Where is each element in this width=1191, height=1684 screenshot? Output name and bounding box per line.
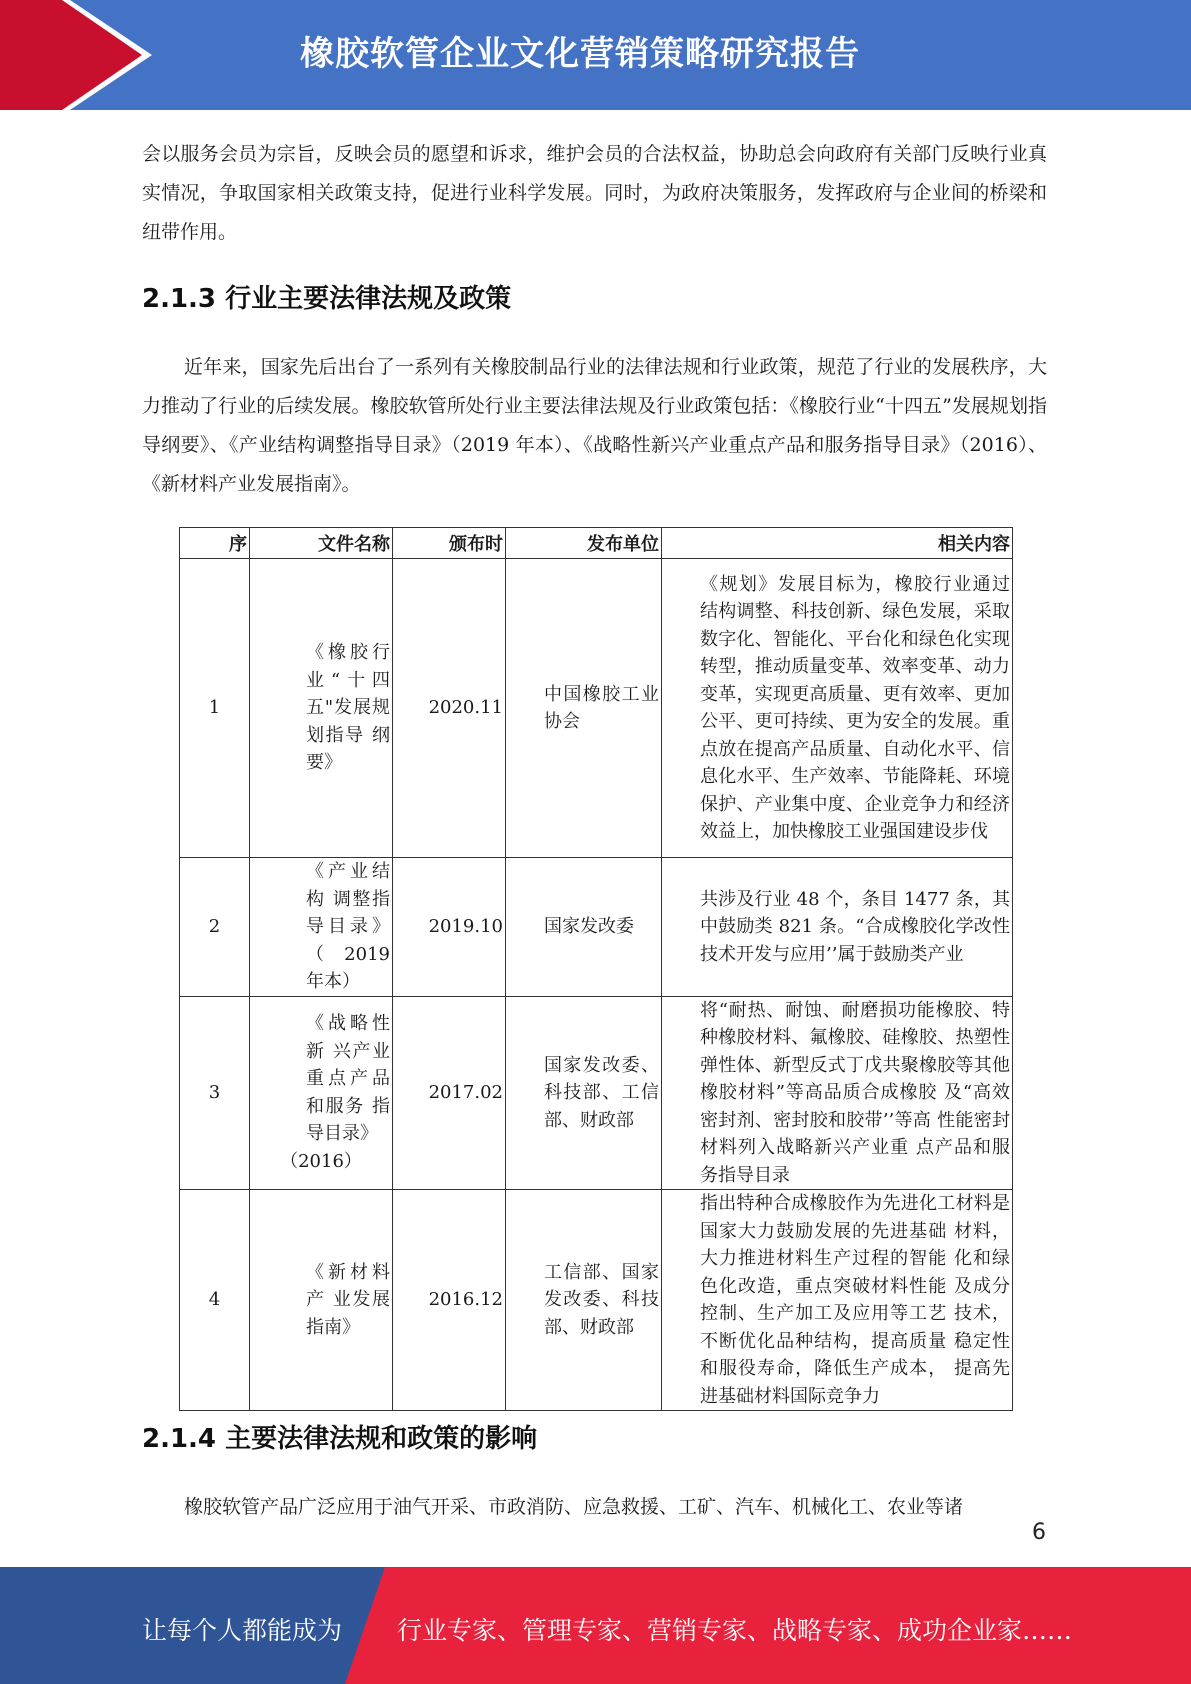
related-content-text: 共涉及行业 48 个，条目 1477 条，其 中鼓励类 821 条。“合成橡胶化学改性技术开发与应用’’属于鼓励类产业 [700,888,1010,965]
table-row [180,858,1013,997]
section-2-1-4-paragraph: 橡胶软管产品广泛应用于油气开采、市政消防、应急救援、工矿、汽车、机械化工、农业等诸 [184,1496,964,1518]
page-number: 6 [1032,1520,1046,1545]
publisher [506,559,662,858]
intro-paragraph: 会以服务会员为宗旨，反映会员的愿望和诉求，维护会员的合法权益，协助总会向政府有关部门反映行业真实情况，争取国家相关政策支持，促进行业科学发展。同时，为政府决策服务，发挥政府与企业间的桥梁和纽带作用。 [142,143,1047,243]
document-name [250,559,393,858]
report-title: 橡胶软管企业文化营销策略研究报告 [300,34,860,74]
footer-slogan-right: 行业专家、管理专家、营销专家、战略专家、成功企业家…… [397,1616,1073,1645]
related-content [662,559,1013,858]
related-content [662,858,1013,997]
issue-date: 2020.11 [393,559,506,858]
document-name-year: （2016） [280,1150,362,1172]
publisher [506,996,662,1190]
publisher-text: 国家发改委 [544,916,634,937]
col-header-content: 相关内容 [662,528,1013,559]
document-name-text: 《橡胶行业“十四五"发展规划指导 纲要》 [306,642,390,774]
related-content [662,996,1013,1190]
related-content-text: 指出特种合成橡胶作为先进化工材料是国家大力鼓励发展的先进基础 材料，大力推进材料生产过程的智能 化和绿色化改造，重点突破材料性能 及成分控制、生产加工及应用等工艺 技术，不断优化品种结构，提高质量 稳定性和服役寿命，降低生产成本， 提高先进基础材料国际竞争力 [700,1193,1010,1407]
document-name [250,858,393,997]
section-2-1-3-paragraph: 近年来，国家先后出台了一系列有关橡胶制品行业的法律法规和行业政策，规范了行业的发展秩序，大力推动了行业的后续发展。橡胶软管所处行业主要法律法规及行业政策包括：《橡胶行业“十四五”发展规划指导纲要》、《产业结构调整指导目录》（2019 年本）、《战略性新兴产业重点产品和服务指导目录》（2016）、《新材料产业发展指南》。 [142,356,1047,495]
col-header-no: 序 [180,528,250,559]
row-number: 1 [180,559,250,858]
publisher-text: 中国橡胶工业 协会 [544,683,659,732]
row-number: 2 [180,858,250,997]
table-row [180,1190,1013,1411]
col-header-name: 文件名称 [250,528,393,559]
related-content-text: 《规划》发展目标为，橡胶行业通过 结构调整、科技创新、绿色发展，采取数字化、智能化、平台化和绿色化实现转型，推动质量变革、效率变革、动力变革，实现更高质量、更有效率、更加公平、更可持续、更为安全的发展。重点放在提高产品质量、自动化水平、信息化水平、生产效率、节能降耗、环境保护、产业集中度、企业竞争力和经济效益上，加快橡胶工业强国建设步伐 [700,573,1010,842]
document-name [250,1190,393,1411]
footer-slogan-left: 让每个人都能成为 [142,1616,343,1645]
header-chevron-icon [0,0,142,110]
table-row [180,996,1013,1190]
col-header-publisher: 发布单位 [506,528,662,559]
row-number: 4 [180,1190,250,1411]
section-heading-2-1-3: 2.1.3 行业主要法律法规及政策 [142,284,512,314]
section-heading-2-1-4: 2.1.4 主要法律法规和政策的影响 [142,1424,538,1454]
publisher [506,1190,662,1411]
related-content-text: 将“耐热、耐蚀、耐磨损功能橡胶、特种橡胶材料、氟橡胶、硅橡胶、热塑性弹性体、新型反式丁戊共聚橡胶等其他橡胶材料”等高品质合成橡胶 及“高效密封剂、密封胶和胶带’’等高 性能密封材料列入战略新兴产业重 点产品和服务指导目录 [700,999,1010,1186]
publisher-text: 国家发改委、科技部、工信 部、财政部 [544,1054,659,1131]
related-content [662,1190,1013,1411]
publisher [506,858,662,997]
issue-date: 2019.10 [393,858,506,997]
col-header-date: 颁布时 [393,528,506,559]
table-row [180,559,1013,858]
publisher-text: 工信部、国家发改委、科技 部、财政部 [544,1261,659,1338]
document-name-text: 《产业结构 调整指导目录》（2019 年本） [306,861,390,992]
document-name-text: 《战略性新 兴产业重点产品和服务 指导目录》 [306,1013,390,1145]
row-number: 3 [180,996,250,1190]
page-footer [0,1567,1191,1684]
page-header [0,0,1191,110]
policy-table [179,527,1013,1411]
document-name [250,996,393,1190]
table-header-row [180,528,1013,559]
document-name-text: 《新材料产 业发展指南》 [306,1261,390,1338]
issue-date: 2016.12 [393,1190,506,1411]
issue-date: 2017.02 [393,996,506,1190]
